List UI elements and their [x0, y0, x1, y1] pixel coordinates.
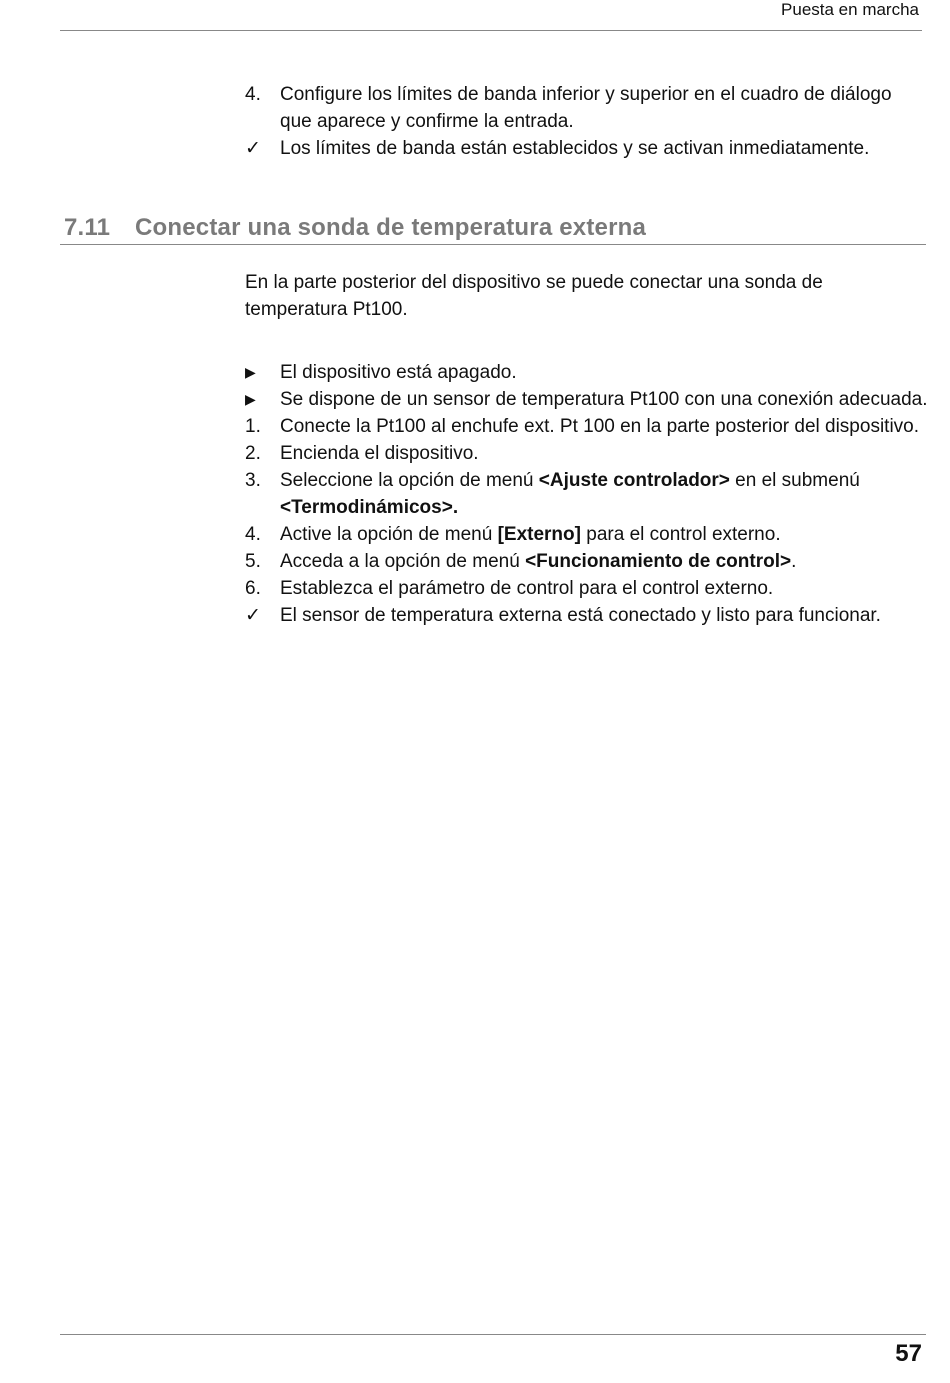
top-list	[245, 81, 935, 162]
result-text: Los límites de banda están establecidos y se activan inmediatamente.	[280, 138, 870, 159]
step-item	[245, 575, 935, 602]
step-item	[245, 467, 935, 521]
prerequisite-item	[245, 359, 935, 386]
triangle-bullet-icon: ▶	[245, 364, 256, 380]
intro-line: temperatura Pt100.	[245, 299, 408, 320]
result-item	[245, 602, 935, 629]
step-number: 3.	[245, 470, 261, 491]
result-text: El sensor de temperatura externa está conectado y listo para funcionar.	[280, 605, 881, 626]
list-item	[245, 135, 935, 162]
step-item	[245, 521, 935, 548]
intro-paragraph	[245, 269, 935, 323]
running-header: Puesta en marcha	[781, 0, 919, 19]
step-text: Establezca el parámetro de control para el control externo.	[280, 578, 774, 599]
step-text-post: para el control externo.	[580, 524, 781, 545]
step-item	[245, 413, 935, 440]
menu-option: <Funcionamiento de control>	[525, 551, 792, 572]
check-icon: ✓	[245, 138, 261, 159]
step-number: 6.	[245, 578, 261, 599]
section-heading	[64, 214, 646, 242]
section-number: 7.11	[64, 214, 111, 241]
step-number: 4.	[245, 84, 261, 105]
step-number: 5.	[245, 551, 261, 572]
triangle-bullet-icon: ▶	[245, 391, 256, 407]
prerequisite-item	[245, 386, 935, 413]
page-number: 57	[895, 1340, 922, 1367]
submenu-name: <Termodinámicos>.	[280, 497, 459, 518]
step-text: Encienda el dispositivo.	[280, 443, 479, 464]
step-text: Configure los límites de banda inferior y superior en el cuadro de diálogo	[280, 84, 892, 105]
step-item	[245, 440, 935, 467]
step-text-pre: Seleccione la opción de menú	[280, 470, 539, 491]
step-text-post: .	[791, 551, 797, 572]
step-number: 1.	[245, 416, 261, 437]
procedure-list	[245, 359, 935, 629]
check-icon: ✓	[245, 605, 261, 626]
menu-option: [Externo]	[497, 524, 581, 545]
header-rule	[60, 30, 922, 31]
step-item	[245, 548, 935, 575]
step-text-pre: Acceda a la opción de menú	[280, 551, 526, 572]
section-title: Conectar una sonda de temperatura externa	[135, 214, 647, 241]
section-rule	[60, 244, 926, 245]
step-text: Conecte la Pt100 al enchufe ext. Pt 100 en la parte posterior del dispositivo.	[280, 416, 920, 437]
prerequisite-text: El dispositivo está apagado.	[280, 362, 517, 383]
intro-line: En la parte posterior del dispositivo se puede conectar una sonda de	[245, 272, 823, 293]
step-text-pre: Active la opción de menú	[280, 524, 498, 545]
section-intro	[245, 269, 935, 323]
step-number: 2.	[245, 443, 261, 464]
footer-rule	[60, 1334, 926, 1335]
step-text-mid: en el submenú	[729, 470, 860, 491]
list-item	[245, 81, 935, 135]
menu-option: <Ajuste controlador>	[538, 470, 730, 491]
step-number: 4.	[245, 524, 261, 545]
prerequisite-text: Se dispone de un sensor de temperatura Pt100 con una conexión adecuada.	[280, 389, 928, 410]
step-text: que aparece y confirme la entrada.	[280, 111, 574, 132]
